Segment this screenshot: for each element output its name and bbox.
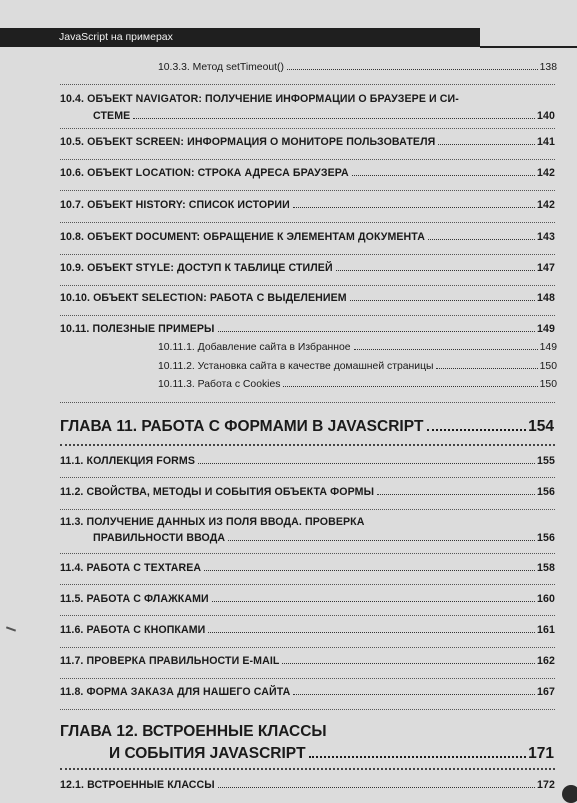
toc-entry-11-6[interactable] [0, 624, 577, 636]
leader-dots [438, 144, 535, 145]
leader-dots [336, 270, 535, 271]
toc-entry-label: 10.8. ОБЪЕКТ DOCUMENT: ОБРАЩЕНИЕ К ЭЛЕМЕНТАМ ДОКУМЕНТА [60, 231, 425, 243]
toc-page-number: 142 [537, 167, 555, 179]
toc-page-number: 140 [537, 110, 555, 122]
toc-entry-10-4[interactable] [0, 93, 577, 122]
leader-dots [218, 787, 535, 788]
separator [60, 553, 555, 554]
toc-entry-label: 11.2. СВОЙСТВА, МЕТОДЫ И СОБЫТИЯ ОБЪЕКТА ФОРМЫ [60, 486, 375, 498]
leader-dots [377, 494, 535, 495]
leader-dots [228, 540, 535, 541]
leader-dots [293, 694, 535, 695]
separator [60, 159, 555, 160]
toc-entry-label: 11.7. ПРОВЕРКА ПРАВИЛЬНОСТИ E-MAIL [60, 655, 280, 667]
toc-entry-10-11-3[interactable] [0, 379, 577, 390]
toc-entry-label: 10.5. ОБЪЕКТ SCREEN: ИНФОРМАЦИЯ О МОНИТОРЕ ПОЛЬЗОВАТЕЛЯ [60, 136, 436, 148]
separator [60, 128, 555, 129]
toc-page-number: 149 [537, 323, 555, 335]
toc-entry-label: 10.3.3. Метод setTimeout() [158, 62, 284, 73]
toc-page-number: 156 [537, 532, 555, 544]
toc-page-number: 149 [539, 342, 557, 353]
leader-dots [354, 349, 538, 350]
toc-entry-11-1[interactable] [0, 455, 577, 467]
separator [60, 678, 555, 679]
leader-dots [352, 175, 535, 176]
toc-chapter-label-line1: ГЛАВА 12. ВСТРОЕННЫЕ КЛАССЫ [60, 723, 327, 740]
toc-page-number: 150 [539, 379, 557, 390]
separator [60, 477, 555, 478]
separator [60, 190, 555, 191]
separator [60, 402, 555, 403]
toc-entry-label: 10.11.1. Добавление сайта в Избранное [158, 342, 351, 353]
toc-page-number: 162 [537, 655, 555, 667]
toc-entry-10-11[interactable] [0, 323, 577, 335]
toc-entry-10-8[interactable] [0, 231, 577, 243]
toc-page-number: 155 [537, 455, 555, 467]
toc-entry-label: 12.1. ВСТРОЕННЫЕ КЛАССЫ [60, 779, 215, 791]
toc-entry-label: 10.11.3. Работа с Cookies [158, 379, 281, 390]
running-header: JavaScript на примерах [0, 28, 480, 47]
toc-entry-label: 10.6. ОБЪЕКТ LOCATION: СТРОКА АДРЕСА БРАУЗЕРА [60, 167, 349, 179]
toc-entry-label: 10.11.2. Установка сайта в качестве домашней страницы [158, 361, 434, 372]
toc-page-number: 167 [537, 686, 555, 698]
leader-dots [350, 300, 535, 301]
toc-entry-11-5[interactable] [0, 593, 577, 605]
toc-entry-label: 11.1. КОЛЛЕКЦИЯ FORMS [60, 455, 196, 467]
separator [60, 768, 555, 770]
leader-dots [198, 463, 535, 464]
toc-entry-label: 11.6. РАБОТА С КНОПКАМИ [60, 624, 206, 636]
separator [60, 509, 555, 510]
toc-entry-label-line2: ПРАВИЛЬНОСТИ ВВОДА [93, 532, 226, 544]
toc-entry-label: 10.7. ОБЪЕКТ HISTORY: СПИСОК ИСТОРИИ [60, 199, 290, 211]
separator [60, 315, 555, 316]
separator [60, 615, 555, 616]
toc-entry-11-7[interactable] [0, 655, 577, 667]
toc-chapter-12[interactable] [0, 723, 577, 763]
toc-page-number: 138 [539, 62, 557, 73]
toc-entry-10-3-3[interactable] [0, 62, 577, 73]
leader-dots [283, 386, 537, 387]
separator [60, 285, 555, 286]
toc-entry-11-2[interactable] [0, 486, 577, 498]
toc-entry-11-8[interactable] [0, 686, 577, 698]
leader-dots [282, 663, 535, 664]
separator [60, 647, 555, 648]
toc-page-number: 141 [537, 136, 555, 148]
toc-chapter-11[interactable] [0, 418, 577, 436]
leader-dots [212, 601, 535, 602]
toc-entry-label: 10.10. ОБЪЕКТ SELECTION: РАБОТА С ВЫДЕЛЕНИЕМ [60, 292, 347, 304]
leader-dots [428, 239, 535, 240]
toc-page-number: 161 [537, 624, 555, 636]
toc-page-number: 147 [537, 262, 555, 274]
toc-entry-label-line2: СТЕМЕ [93, 110, 131, 122]
toc-page-number: 154 [528, 418, 554, 435]
toc-entry-10-9[interactable] [0, 262, 577, 274]
toc-page-number: 148 [537, 292, 555, 304]
toc-entry-label: 10.11. ПОЛЕЗНЫЕ ПРИМЕРЫ [60, 323, 215, 335]
separator [60, 584, 555, 585]
toc-page-number: 150 [539, 361, 557, 372]
toc-entry-11-4[interactable] [0, 562, 577, 574]
leader-dots [204, 570, 535, 571]
toc-entry-10-11-1[interactable] [0, 342, 577, 353]
leader-dots [293, 207, 535, 208]
toc-entry-10-6[interactable] [0, 167, 577, 179]
toc-entry-10-11-2[interactable] [0, 361, 577, 372]
toc-page-number: 156 [537, 486, 555, 498]
leader-dots [218, 331, 536, 332]
toc-page-number: 160 [537, 593, 555, 605]
toc-chapter-label-line2: И СОБЫТИЯ JAVASCRIPT [109, 745, 306, 762]
leader-dots [287, 69, 538, 70]
separator [60, 84, 555, 85]
toc-entry-label: 11.5. РАБОТА С ФЛАЖКАМИ [60, 593, 209, 605]
toc-entry-label: 11.8. ФОРМА ЗАКАЗА ДЛЯ НАШЕГО САЙТА [60, 686, 291, 698]
separator [60, 444, 555, 446]
toc-entry-label-line1: 10.4. ОБЪЕКТ NAVIGATOR: ПОЛУЧЕНИЕ ИНФОРМАЦИИ О БРАУЗЕРЕ И СИ- [60, 93, 459, 105]
toc-page-number: 142 [537, 199, 555, 211]
toc-page-number: 143 [537, 231, 555, 243]
toc-page-number: 158 [537, 562, 555, 574]
toc-entry-label: 10.9. ОБЪЕКТ STYLE: ДОСТУП К ТАБЛИЦЕ СТИЛЕЙ [60, 262, 333, 274]
toc-page-number: 172 [537, 779, 555, 791]
header-rule [480, 46, 577, 48]
toc-chapter-label: ГЛАВА 11. РАБОТА С ФОРМАМИ В JAVASCRIPT [60, 418, 424, 435]
separator [60, 254, 555, 255]
leader-dots [309, 756, 527, 758]
leader-dots [436, 368, 537, 369]
leader-dots [208, 632, 535, 633]
toc-entry-label: 11.4. РАБОТА С TEXTAREA [60, 562, 202, 574]
toc-page-number: 171 [528, 745, 554, 762]
page-corner-mark [562, 785, 577, 803]
toc-entry-10-10[interactable] [0, 292, 577, 304]
toc-entry-11-3[interactable] [0, 516, 577, 544]
toc-entry-label-line1: 11.3. ПОЛУЧЕНИЕ ДАННЫХ ИЗ ПОЛЯ ВВОДА. ПРОВЕРКА [60, 516, 365, 528]
toc-entry-10-5[interactable] [0, 136, 577, 148]
toc-entry-10-7[interactable] [0, 199, 577, 211]
leader-dots [427, 429, 527, 431]
separator [60, 709, 555, 710]
leader-dots [133, 118, 535, 119]
toc-entry-12-1[interactable] [0, 779, 577, 791]
separator [60, 222, 555, 223]
